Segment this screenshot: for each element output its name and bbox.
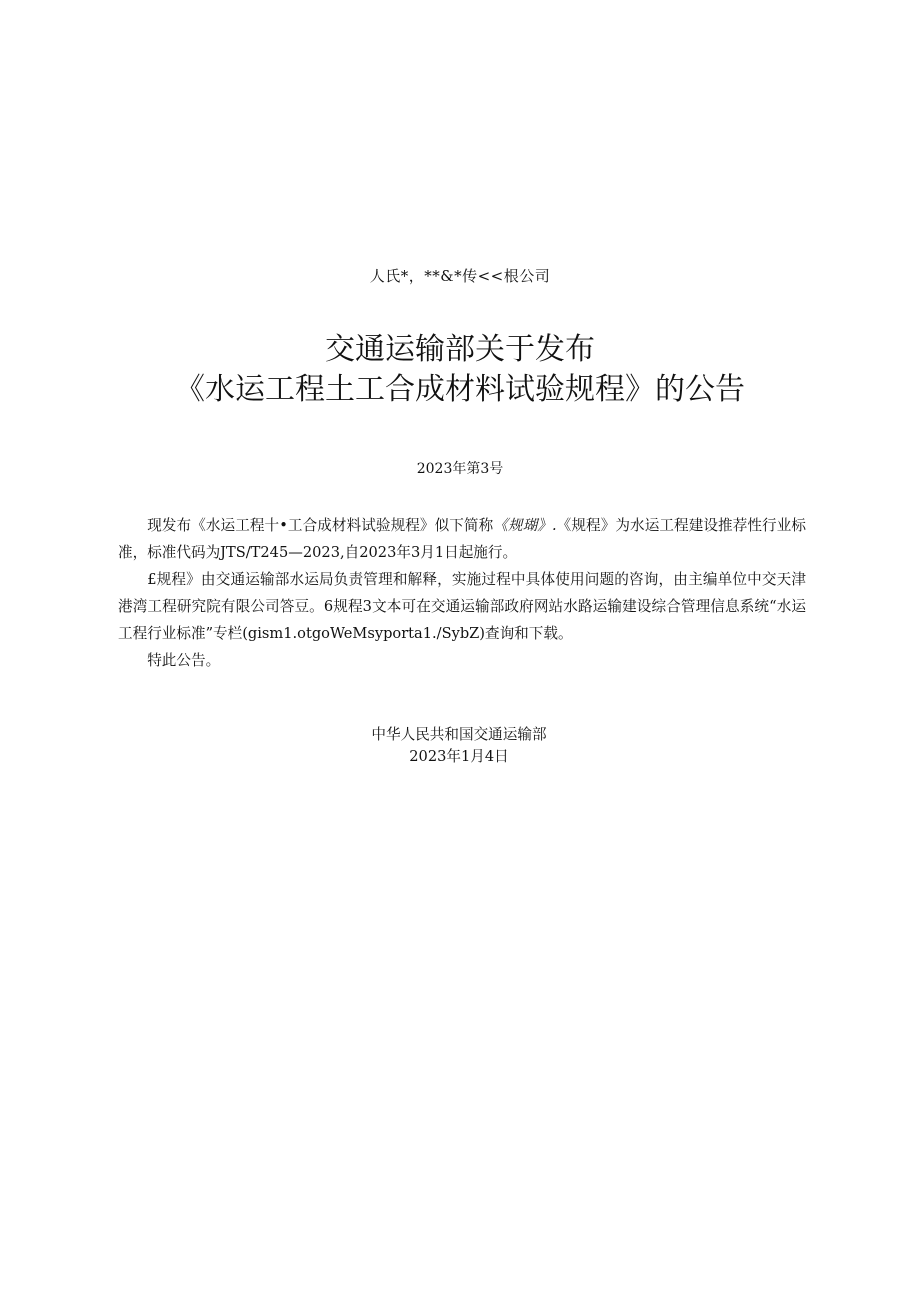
publisher-line: 人氏*，**&*传<<根公司 [369,267,551,285]
signature-block [0,724,920,768]
announcement-body [118,512,806,674]
title-line-2: 《水运工程土工合成材料试验规程》的公告 [175,372,745,407]
title-line-1: 交通运输部关于发布 [325,332,595,367]
p1-italic-abbrev: 《规瑚》. [493,517,557,534]
signing-organization: 中华人民共和国交通运输部 [371,726,547,743]
announcement-title [0,330,920,410]
body-paragraph-3: 特此公告。 [147,652,221,669]
p1-text-end: 《规程》为水运工程建设推荐性行业标准，标准代码为JTS/T245—2023,自2023年3月1日起施行。 [118,517,806,561]
signing-date: 2023年1月4日 [409,748,509,765]
document-number: 2023年第3号 [416,461,504,477]
body-paragraph-1 [118,512,806,566]
p1-text-start: 现发布《水运工程十•工合成材料试验规程》似下简称 [147,517,494,534]
body-paragraph-2: £规程》由交通运输部水运局负责管理和解释，实施过程中具体使用问题的咨询，由主编单位中交天津港湾工程研究院有限公司答豆。6规程3文本可在交通运输部政府网站水路运输建设综合管理信息系统“水运工程行业标准”专栏(gism1.otgoWeMsyporta1./SybZ)查询和下载。 [118,571,806,642]
